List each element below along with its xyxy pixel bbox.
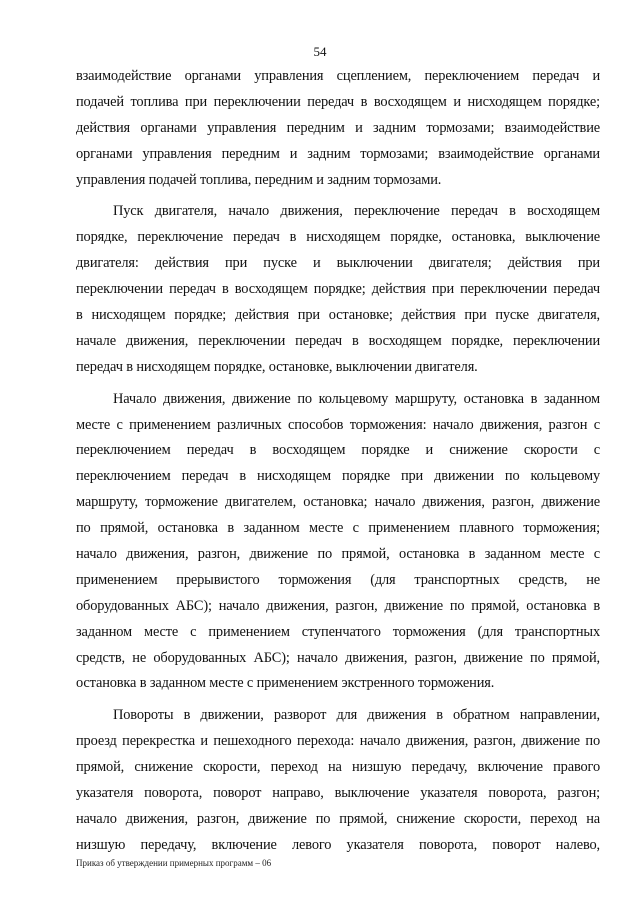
text-line: двигателя: действия при пуске и выключении двигателя; действия при [76, 255, 600, 272]
text-line: Пуск двигателя, начало движения, переключение передач в восходящем [113, 203, 600, 220]
text-line: начало движения, разгон, движение по прямой, снижение скорости, переход на [76, 810, 600, 827]
text-line: начале движения, переключении передач в восходящем порядке, переключении [76, 332, 600, 349]
text-line: заданном месте с применением ступенчатого торможения (для транспортных [76, 623, 600, 640]
text-line: месте с применением различных способов торможения: начало движения, разгон с [76, 416, 600, 433]
text-line: остановка в заданном месте с применением экстренного торможения. [76, 675, 495, 692]
page-number: 54 [313, 44, 327, 59]
text-line: управления подачей топлива, передним и задним тормозами. [76, 171, 442, 188]
text-line: взаимодействие органами управления сцеплением, переключением передач и [76, 68, 600, 84]
text-line: переключением передач в нисходящем порядке при движении по кольцевому [76, 468, 600, 485]
text-line: по прямой, остановка в заданном месте с применением плавного торможения; [76, 520, 600, 537]
text-line: применением прерывистого торможения (для транспортных средств, не [76, 571, 600, 588]
text-line: проезд перекрестка и пешеходного перехода: начало движения, разгон, движение по [76, 733, 600, 750]
text-line: Повороты в движении, разворот для движения в обратном направлении, [113, 707, 600, 724]
text-line: оборудованных АБС); начало движения, разгон, движение по прямой, остановка в [76, 597, 600, 614]
paragraph-engine-start [76, 199, 600, 380]
text-line: маршруту, торможение двигателем, остановка; начало движения, разгон, движение [76, 494, 600, 511]
text-line: передач в нисходящем порядке, остановке, выключении двигателя. [76, 358, 478, 375]
text-line: прямой, снижение скорости, переход на низшую передачу, включение правого [76, 759, 600, 776]
text-line: низшую передачу, включение левого указателя поворота, поворот налево, [76, 836, 600, 853]
text-line: указателя поворота, поворот направо, выключение указателя поворота, разгон; [76, 785, 600, 802]
text-line: Начало движения, движение по кольцевому маршруту, остановка в заданном [113, 390, 600, 407]
text-line: средств, не оборудованных АБС); начало движения, разгон, движение по прямой, [76, 649, 600, 666]
text-line: начало движения, разгон, движение по прямой, остановка в заданном месте с [76, 546, 600, 563]
text-line: действия органами управления передним и задним тормозами; взаимодействие [76, 119, 600, 136]
text-line: органами управления передним и задним тормозами; взаимодействие органами [76, 145, 600, 162]
page-footer: Приказ об утверждении примерных программ – 06 [76, 858, 272, 868]
paragraph-turns-crossings [76, 703, 600, 858]
paragraph-ring-route-braking [76, 387, 600, 698]
paragraph-controls-interaction [76, 64, 600, 193]
text-line: подачей топлива при переключении передач в восходящем и нисходящем порядке; [76, 93, 600, 110]
text-line: переключении передач в восходящем порядке; действия при переключении передач [76, 281, 600, 298]
document-body [76, 64, 600, 859]
text-line: порядке, переключение передач в нисходящем порядке, остановка, выключение [76, 229, 600, 246]
text-line: в нисходящем порядке; действия при остановке; действия при пуске двигателя, [76, 307, 600, 324]
text-line: переключением передач в восходящем порядке и снижение скорости с [76, 442, 600, 459]
